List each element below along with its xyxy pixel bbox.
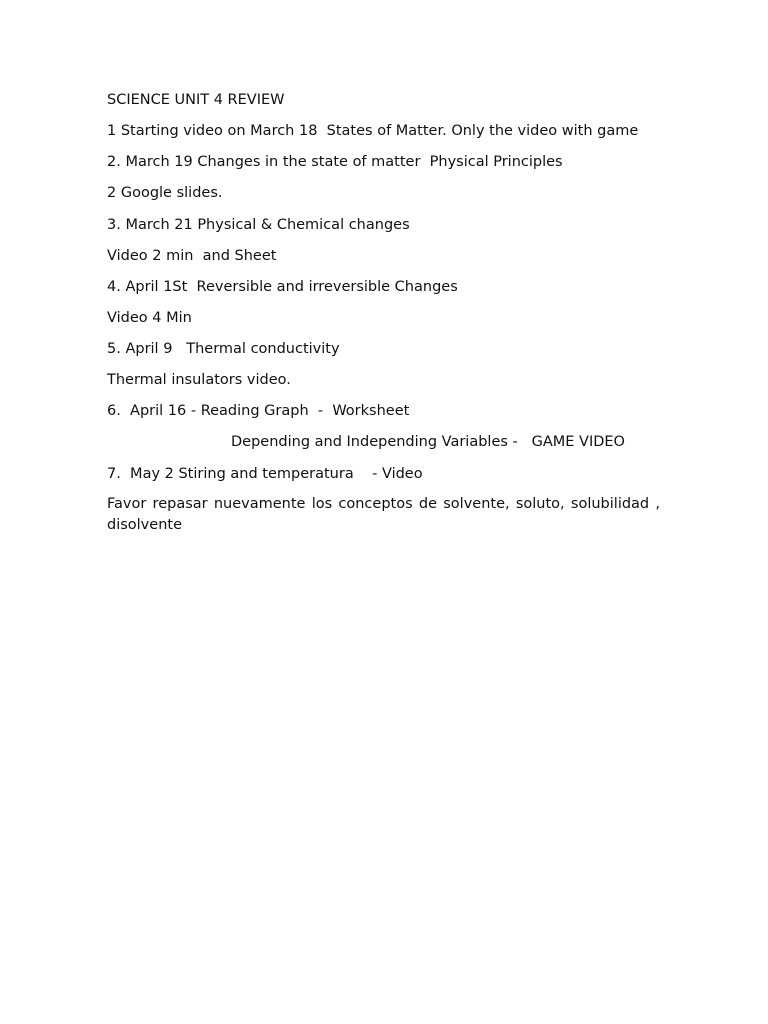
review-line-6: 4. April 1St Reversible and irreversible Changes <box>107 279 458 295</box>
review-line-10: 6. April 16 - Reading Graph - Worksheet <box>107 403 410 419</box>
review-line-11: Depending and Independing Variables - GAME VIDEO <box>231 434 625 450</box>
review-line-8: 5. April 9 Thermal conductivity <box>107 341 340 357</box>
document-title: SCIENCE UNIT 4 REVIEW <box>107 92 285 108</box>
review-line-9: Thermal insulators video. <box>107 372 291 388</box>
closing-note: Favor repasar nuevamente los conceptos de solvente, soluto, solubilidad , disolvente <box>107 496 660 533</box>
review-line-3: 2 Google slides. <box>107 185 223 201</box>
review-line-2: 2. March 19 Changes in the state of matter Physical Principles <box>107 154 563 170</box>
review-line-7: Video 4 Min <box>107 310 192 326</box>
review-line-1: 1 Starting video on March 18 States of Matter. Only the video with game <box>107 123 639 139</box>
review-line-12: 7. May 2 Stiring and temperatura - Video <box>107 466 423 482</box>
review-line-5: Video 2 min and Sheet <box>107 248 277 264</box>
review-line-4: 3. March 21 Physical & Chemical changes <box>107 217 410 233</box>
